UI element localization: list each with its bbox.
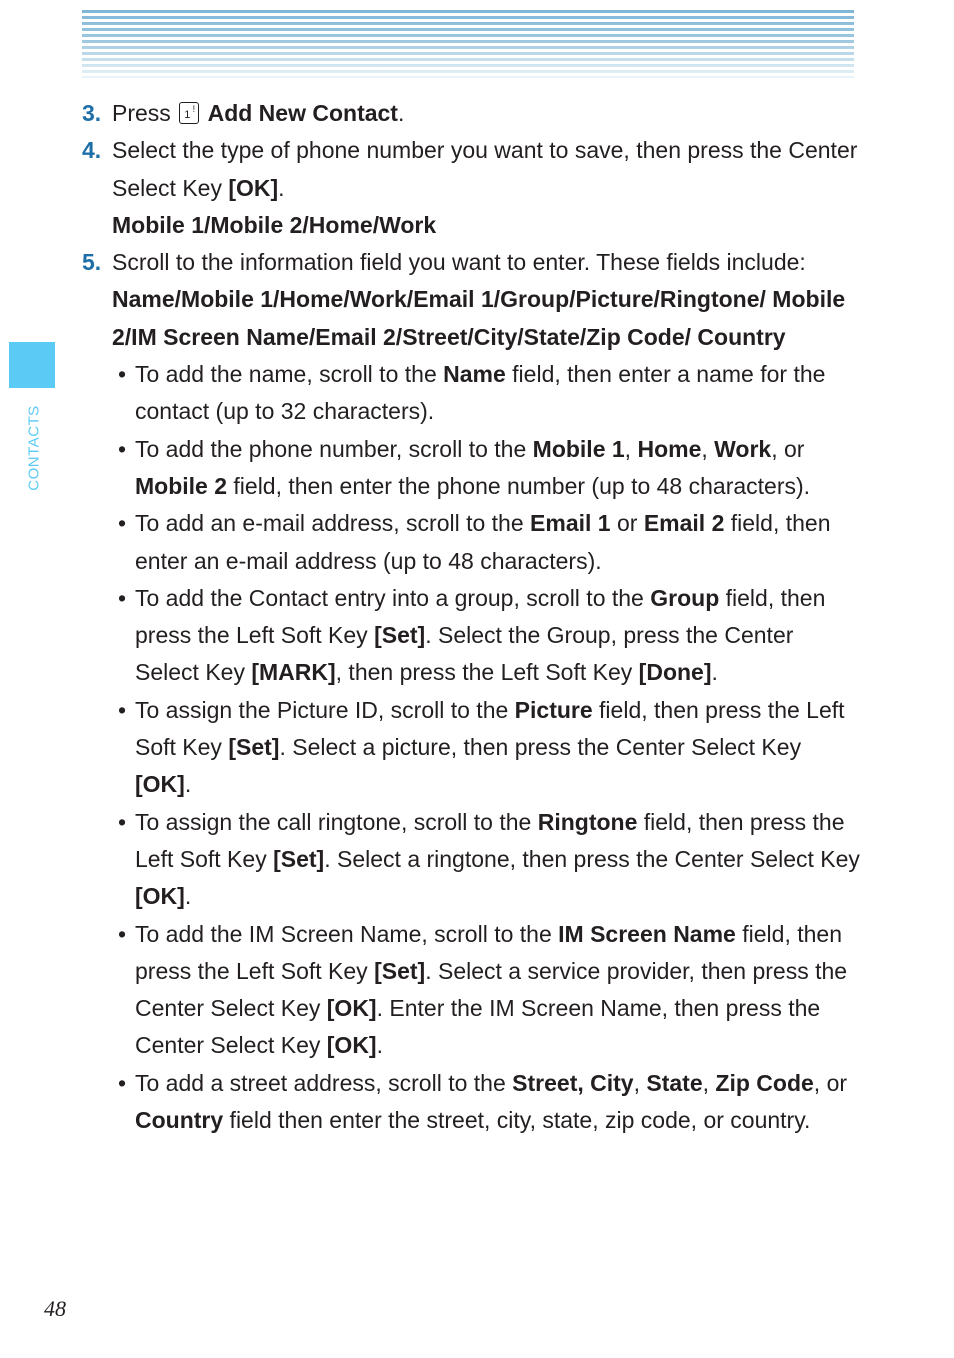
bullet-dot: •	[118, 920, 127, 947]
bullet-ringtone: • To assign the call ringtone, scroll to the Ringtone field, then press the Left Soft Key [Set]. Select a ringtone, then press the Center Select Key [OK].	[82, 804, 862, 916]
instructions	[82, 95, 862, 1139]
page-number: 48	[44, 1296, 66, 1321]
bullet-dot: •	[118, 510, 127, 537]
step-text: Scroll to the information field you want to enter. These fields include:	[112, 249, 806, 276]
bullet-name: • To add the name, scroll to the Name field, then enter a name for the contact (up to 32 characters).	[82, 356, 862, 431]
bullet-group: • To add the Contact entry into a group, scroll to the Group field, then press the Left Soft Key [Set]. Select the Group, press the Center Select Key [MARK], then press the Left Soft Key [Done].	[82, 580, 862, 692]
bullet-street-address: • To add a street address, scroll to the Street, City, State, Zip Code, or Country field then enter the street, city, state, zip code, or country.	[82, 1065, 862, 1140]
bullet-phone: • To add the phone number, scroll to the Mobile 1, Home, Work, or Mobile 2 field, then enter the phone number (up to 48 characters).	[82, 431, 862, 506]
step-text: Select the type of phone number you want to save, then press the Center Select Key	[112, 137, 858, 201]
step-number: 5.	[82, 249, 102, 276]
header-band-fade	[82, 10, 854, 78]
bullet-dot: •	[118, 1069, 127, 1096]
step-4: 4. Select the type of phone number you want to save, then press the Center Select Key [OK].	[82, 132, 862, 207]
step-3: 3. Press 1 ! Add New Contact.	[82, 95, 862, 132]
bullet-email: • To add an e-mail address, scroll to the Email 1 or Email 2 field, then enter an e-mail address (up to 48 characters).	[82, 505, 862, 580]
section-tab-marker	[9, 342, 55, 388]
step-number: 3.	[82, 100, 102, 126]
step-number: 4.	[82, 137, 102, 164]
one-key-icon: 1 !	[179, 102, 199, 124]
bullet-dot: •	[118, 584, 127, 611]
bullet-im-screen-name: • To add the IM Screen Name, scroll to the IM Screen Name field, then press the Left Soft Key [Set]. Select a service provider, then press the Center Select Key [OK]. Enter the IM Screen Name, then press the Center Select Key [OK].	[82, 916, 862, 1065]
step-bold-text: Add New Contact	[207, 100, 398, 126]
header-band	[82, 10, 854, 78]
section-tab-label: CONTACTS	[25, 405, 43, 491]
bullet-dot: •	[118, 361, 127, 388]
bullet-dot: •	[118, 696, 127, 723]
phone-type-options: Mobile 1/Mobile 2/Home/Work	[112, 211, 437, 238]
bullet-picture: • To assign the Picture ID, scroll to the Picture field, then press the Left Soft Key [Set]. Select a picture, then press the Center Select Key [OK].	[82, 692, 862, 804]
bullet-dot: •	[118, 808, 127, 835]
step-text: Press	[112, 100, 171, 126]
step-5	[82, 244, 862, 281]
key-label: [OK]	[228, 174, 279, 201]
bullet-dot: •	[118, 435, 127, 462]
field-list: Name/Mobile 1/Home/Work/Email 1/Group/Picture/Ringtone/ Mobile 2/IM Screen Name/Email 2/Street/City/State/Zip Code/ Country	[112, 286, 846, 350]
